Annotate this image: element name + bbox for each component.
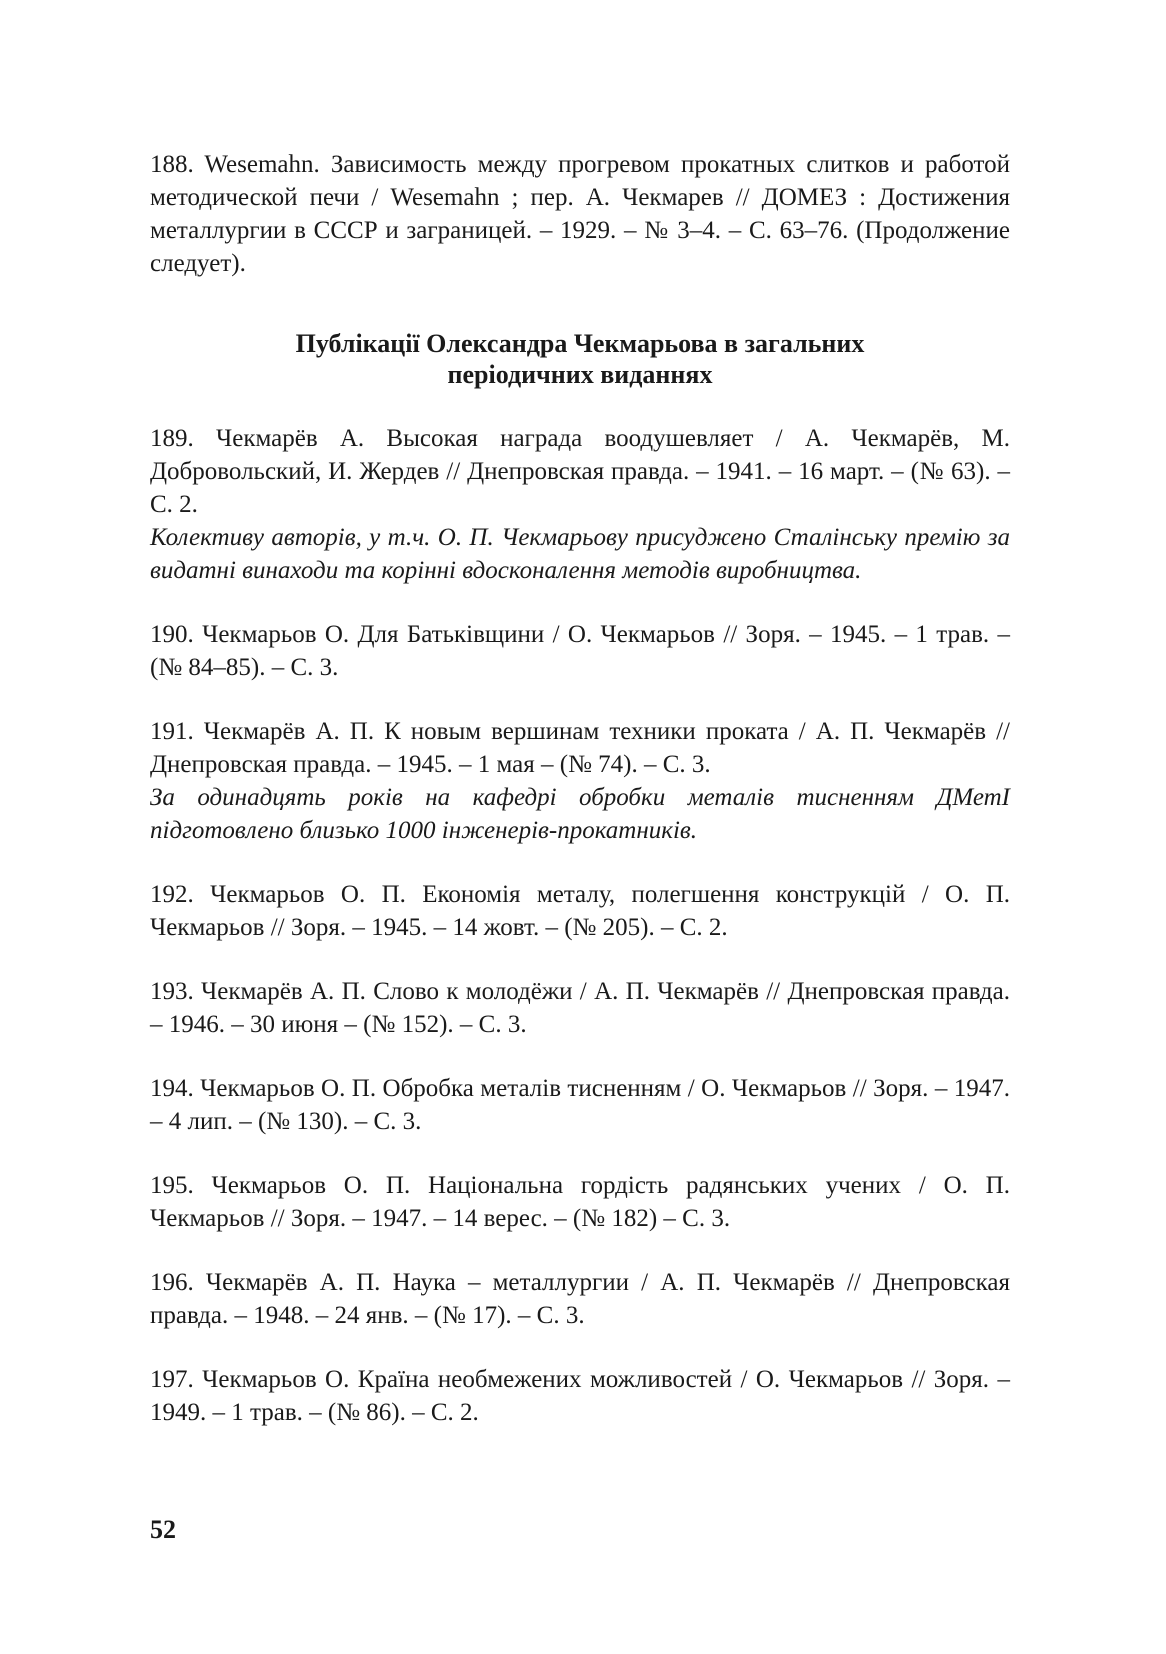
entry-text: 197. Чекмарьов О. Країна необмежених можливостей / О. Чекмарьов // Зоря. – 1949. – 1 трав. – (№ 86). – С. 2. — [150, 1366, 1010, 1426]
bibliography-entry-192 — [150, 878, 1010, 944]
entry-text: 193. Чекмарёв А. П. Слово к молодёжи / А. П. Чекмарёв // Днепровская правда. – 1946. – 30 июня – (№ 152). – С. 3. — [150, 978, 1010, 1038]
entry-text: 190. Чекмарьов О. Для Батьківщини / О. Чекмарьов // Зоря. – 1945. – 1 трав. – (№ 84–85). – С. 3. — [150, 621, 1010, 681]
entry-text: 192. Чекмарьов О. П. Економія металу, полегшення конструкцій / О. П. Чекмарьов // Зоря. – 1945. – 14 жовт. – (№ 205). – С. 2. — [150, 881, 1010, 941]
bibliography-entry-196 — [150, 1266, 1010, 1332]
bibliography-entry-189 — [150, 422, 1010, 587]
bibliography-entry-195 — [150, 1169, 1010, 1235]
entry-text: 189. Чекмарёв А. Высокая награда воодушевляет / А. Чекмарёв, М. Добровольский, И. Жердев // Днепровская правда. – 1941. – 16 март. – (№ 63). – С. 2. — [150, 425, 1010, 518]
bibliography-entry-191 — [150, 715, 1010, 847]
bibliography-entry-197 — [150, 1363, 1010, 1429]
entry-annotation: Колективу авторів, у т.ч. О. П. Чекмарьову присуджено Сталінську премію за видатні винаходи та корінні вдосконалення методів виробництва. — [150, 524, 1010, 584]
page-body — [150, 148, 1010, 1460]
bibliography-entry-194 — [150, 1072, 1010, 1138]
bibliography-entry-193 — [150, 975, 1010, 1041]
section-heading — [150, 328, 1010, 390]
section-heading-line-1: Публікації Олександра Чекмарьова в загальних — [295, 329, 865, 358]
entry-text: 188. Wesemahn. Зависимость между прогревом прокатных слитков и работой методической печи / Wesemahn ; пер. А. Чекмарев // ДОМЕЗ : Достижения металлургии в СССР и заграницей. – 1929. – № 3–4. – С. 63–76. (Продолжение следует). — [150, 151, 1010, 277]
entry-text: 196. Чекмарёв А. П. Наука – металлургии / А. П. Чекмарёв // Днепровская правда. – 1948. – 24 янв. – (№ 17). – С. 3. — [150, 1269, 1010, 1329]
entry-text: 191. Чекмарёв А. П. К новым вершинам техники проката / А. П. Чекмарёв // Днепровская правда. – 1945. – 1 мая – (№ 74). – С. 3. — [150, 718, 1010, 778]
bibliography-entry-188 — [150, 148, 1010, 280]
entry-text: 195. Чекмарьов О. П. Національна гордість радянських учених / О. П. Чекмарьов // Зоря. – 1947. – 14 верес. – (№ 182) – С. 3. — [150, 1172, 1010, 1232]
entry-text: 194. Чекмарьов О. П. Обробка металів тисненням / О. Чекмарьов // Зоря. – 1947. – 4 лип. – (№ 130). – С. 3. — [150, 1075, 1010, 1135]
entry-annotation: За одинадцять років на кафедрі обробки металів тисненням ДМетІ підготовлено близько 1000 інженерів-прокатників. — [150, 784, 1010, 844]
bibliography-entry-190 — [150, 618, 1010, 684]
page-number: 52 — [150, 1515, 176, 1544]
section-heading-line-2: періодичних виданнях — [447, 360, 713, 389]
